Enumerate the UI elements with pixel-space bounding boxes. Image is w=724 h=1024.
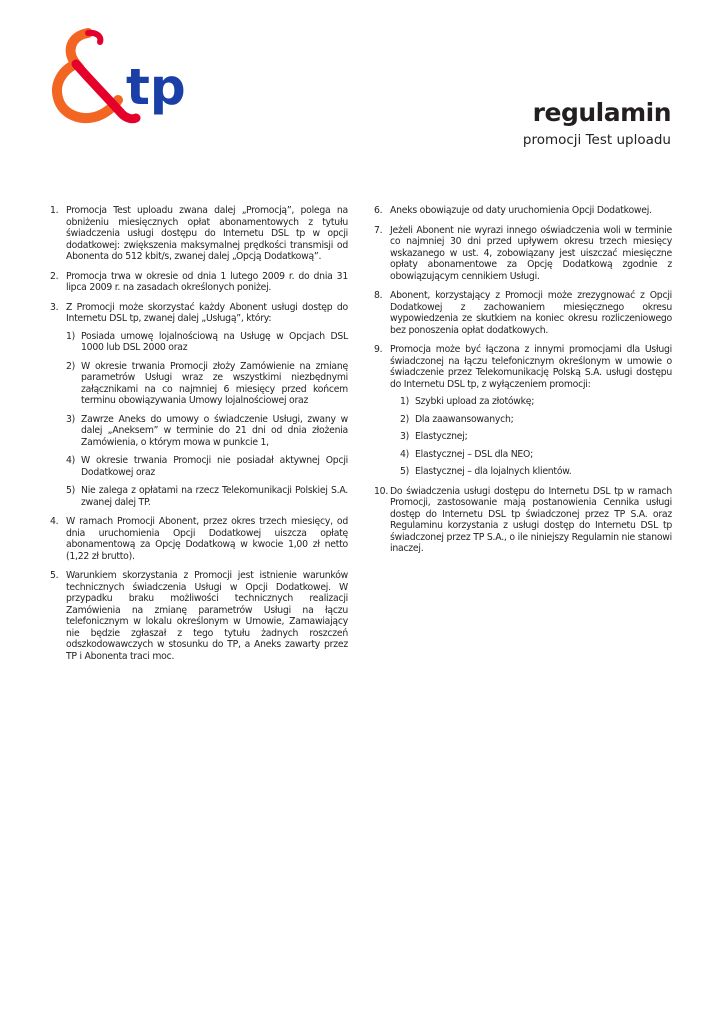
sub-number: 3) [66, 413, 76, 425]
rule-item-3 [50, 302, 348, 509]
rule-text: W ramach Promocji Abonent, przez okres trzech miesięcy, od dnia uruchomienia Opcji Dodatkowej uiszcza opłatę abonamentową za Opcję Dodatkową w kwocie 1,00 zł netto (1,22 zł brutto). [66, 516, 348, 562]
rule-item-2 [50, 271, 348, 294]
sub-item [400, 396, 672, 408]
sub-text: Dla zaawansowanych; [415, 413, 514, 425]
sub-number: 1) [66, 330, 76, 342]
sub-item [400, 414, 672, 426]
sub-number: 2) [400, 413, 410, 425]
rule-number: 8. [374, 290, 383, 301]
rule-number: 7. [374, 224, 383, 236]
sub-number: 1) [400, 396, 410, 407]
rule-item-4 [50, 516, 348, 562]
rule-3-conditions [66, 331, 348, 509]
rule-number: 4. [50, 516, 59, 527]
rule-item-9 [374, 344, 672, 478]
sub-text: Elastycznej – DSL dla NEO; [415, 448, 534, 460]
sub-number: 3) [400, 431, 410, 442]
rule-number: 6. [374, 205, 383, 216]
rule-text: Jeżeli Abonent nie wyrazi innego oświadczenia woli w terminie co najmniej 30 dni przed upływem okresu trzech miesięcy wskazanego w ust. 4, zobowiązany jest uiszczać miesięczne opłaty abonamentowe za Opcję Dodatkową zgodnie z obowiązującym cennikiem Usługi. [390, 224, 672, 282]
sub-number: 4) [400, 448, 410, 460]
left-column [50, 205, 348, 670]
rule-text: Warunkiem skorzystania z Promocji jest istnienie warunków technicznych świadczenia Usługi w Opcji Dodatkowej. W przypadku braku możliwości technicznych realizacji Zamówienia na zmianę parametrów Usługi na łączu telefonicznym w lokalu określonym w Umowie, Zamawiający nie będzie zgłaszał z tego tytułu żadnych roszczeń odszkodowawczych w stosunku do TP, a Aneks zawarty przez TP i Abonenta traci moc. [66, 570, 348, 662]
rule-number: 1. [50, 205, 59, 216]
rule-item-1 [50, 205, 348, 263]
sub-item [400, 449, 672, 461]
tp-ampersand-logo-icon [48, 28, 198, 128]
sub-item [400, 466, 672, 478]
sub-number: 4) [66, 455, 76, 466]
sub-item [66, 331, 348, 354]
rule-text: Z Promocji może skorzystać każdy Abonent usługi dostęp do Internetu DSL tp, zwanej dalej „Usługą”, który: [66, 301, 348, 324]
sub-item [400, 431, 672, 443]
sub-text: Szybki upload za złotówkę; [415, 396, 535, 407]
rule-number: 9. [374, 344, 383, 355]
logo-text: tp [126, 58, 186, 116]
sub-number: 5) [66, 485, 76, 496]
rule-text: Abonent, korzystający z Promocji może zrezygnować z Opcji Dodatkowej z zachowaniem miesięcznego okresu wypowiedzenia ze skutkiem na koniec okresu rozliczeniowego bez ponoszenia opłat dodatkowych. [390, 290, 672, 336]
rule-number: 5. [50, 570, 59, 581]
right-column [374, 205, 672, 563]
rule-number: 3. [50, 301, 59, 313]
page-title: regulamin [532, 98, 671, 127]
rule-item-6 [374, 205, 672, 217]
sub-text: W okresie trwania Promocji złoży Zamówienie na zmianę parametrów Usługi wraz ze wszystkimi niezbędnymi załącznikami na co najmniej 6 miesięcy przed końcem terminu obowiązywania Umowy lojalnościowej oraz [81, 360, 348, 406]
sub-text: Elastycznej; [415, 431, 468, 442]
rule-text: Promocja może być łączona z innymi promocjami dla Usługi świadczonej na łączu telefonicznym określonym w umowie o świadczenie przez Telekomunikację Polską S.A. usługi dostępu do Internetu DSL tp, z wyłączeniem promocji: [390, 344, 672, 390]
sub-item [66, 414, 348, 449]
sub-item [66, 361, 348, 407]
rule-item-8 [374, 290, 672, 336]
sub-item [66, 485, 348, 508]
rule-number: 2. [50, 270, 59, 282]
sub-item [66, 455, 348, 478]
rule-number: 10. [374, 485, 389, 497]
sub-text: Nie zalega z opłatami na rzecz Telekomunikacji Polskiej S.A. zwanej dalej TP. [81, 485, 348, 508]
sub-text: Elastycznej – dla lojalnych klientów. [415, 466, 572, 477]
sub-text: W okresie trwania Promocji nie posiadał aktywnej Opcji Dodatkowej oraz [81, 455, 348, 478]
sub-number: 2) [66, 360, 76, 372]
rule-item-10 [374, 486, 672, 555]
sub-number: 5) [400, 466, 410, 477]
rule-text: Do świadczenia usługi dostępu do Internetu DSL tp w ramach Promocji, zastosowanie mają postanowienia Cennika usługi dostęp do Internetu DSL tp świadczonej przez TP S.A. oraz Regulaminu korzystania z usługi dostęp do Internetu DSL tp świadczonej przez TP S.A., o ile niniejszy Regulamin nie stanowi inaczej. [390, 485, 672, 554]
sub-text: Zawrze Aneks do umowy o świadczenie Usługi, zwany w dalej „Aneksem” w terminie do 21 dni od dnia złożenia Zamówienia, o którym mowa w punkcie 1, [81, 413, 348, 448]
rule-text: Promocja trwa w okresie od dnia 1 lutego 2009 r. do dnia 31 lipca 2009 r. na zasadach określonych poniżej. [66, 270, 348, 293]
rule-item-5 [50, 570, 348, 662]
rule-text: Aneks obowiązuje od daty uruchomienia Opcji Dodatkowej. [390, 205, 652, 216]
rule-text: Promocja Test uploadu zwana dalej „Promocją”, polega na obniżeniu miesięcznych opłat abonamentowych z tytułu świadczenia usługi dostępu do Internetu DSL tp w opcji dodatkowej: zwiększenia maksymalnej prędkości transmisji od Abonenta do 512 kbit/s, zwanej dalej „Opcją Dodatkową”. [66, 205, 348, 262]
page-subtitle: promocji Test uploadu [522, 132, 671, 148]
tp-logo [48, 28, 198, 128]
rule-item-7 [374, 225, 672, 283]
excluded-promotions [390, 396, 672, 478]
sub-text: Posiada umowę lojalnościową na Usługę w Opcjach DSL 1000 lub DSL 2000 oraz [81, 330, 348, 353]
